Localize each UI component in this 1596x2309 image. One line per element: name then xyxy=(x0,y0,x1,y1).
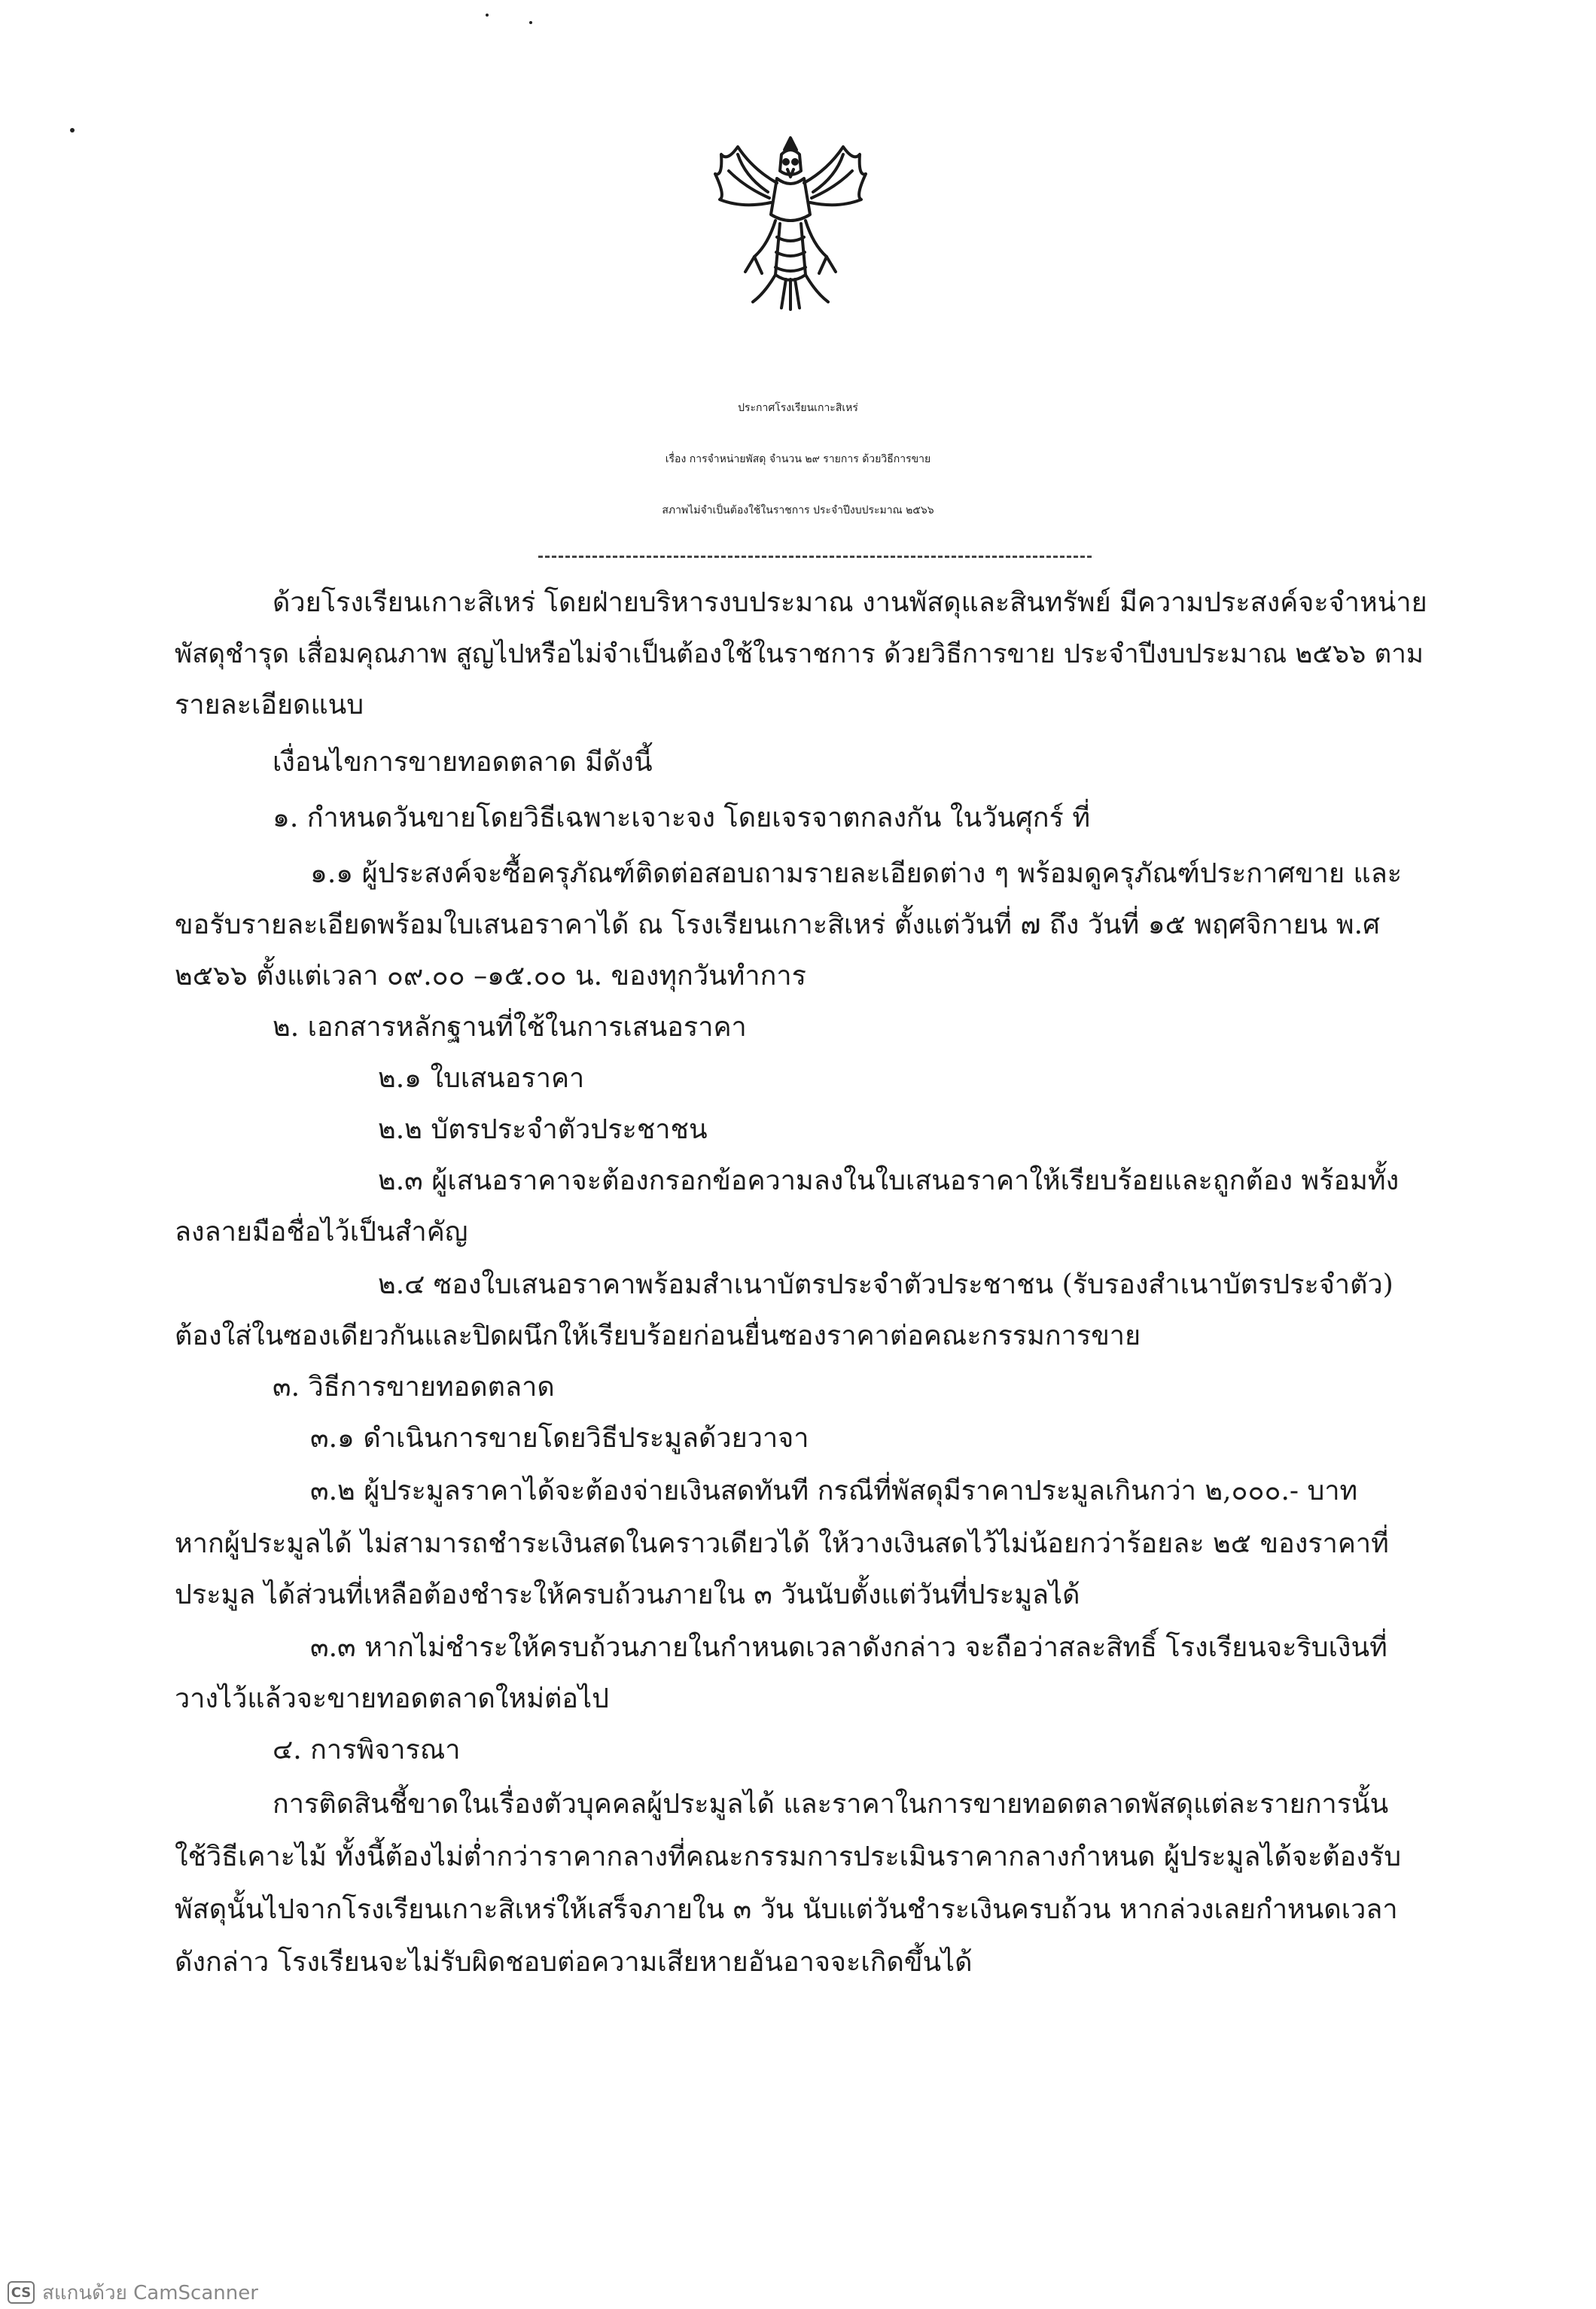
intro-line: พัสดุชำรุด เสื่อมคุณภาพ สูญไปหรือไม่จำเป็นต้องใช้ในราชการ ด้วยวิธีการขาย ประจำปีงบประมาณ ๒๕๖๖ ตาม xyxy=(175,639,1424,669)
section-2-4-line: ๒.๔ ซองใบเสนอราคาพร้อมสำเนาบัตรประจำตัวประชาชน (รับรองสำเนาบัตรประจำตัว) xyxy=(378,1269,1393,1300)
announcement-title: ประกาศโรงเรียนเกาะสิเหร่ xyxy=(738,402,858,414)
intro-line: รายละเอียดแนบ xyxy=(175,690,364,720)
conditions-heading: เงื่อนไขการขายทอดตลาด มีดังนี้ xyxy=(273,747,653,778)
scan-speck xyxy=(529,21,532,24)
subject-line-2: สภาพไม่จำเป็นต้องใช้ในราชการ ประจำปีงบประมาณ ๒๕๖๖ xyxy=(662,504,934,516)
section-3-2-line: ๓.๒ ผู้ประมูลราคาได้จะต้องจ่ายเงินสดทันที กรณีที่พัสดุมีราคาประมูลเกินกว่า ๒,๐๐๐.- บาท xyxy=(310,1476,1358,1506)
section-3-3-line: วางไว้แล้วจะขายทอดตลาดใหม่ต่อไป xyxy=(175,1683,609,1714)
intro-line: ด้วยโรงเรียนเกาะสิเหร่ โดยฝ่ายบริหารงบประมาณ งานพัสดุและสินทรัพย์ มีความประสงค์จะจำหน่าย xyxy=(273,587,1427,618)
section-2-heading: ๒. เอกสารหลักฐานที่ใช้ในการเสนอราคา xyxy=(273,1012,747,1043)
camscanner-text: สแกนด้วย CamScanner xyxy=(42,2281,258,2304)
section-1-1-line: ๑.๑ ผู้ประสงค์จะซื้อครุภัณฑ์ติดต่อสอบถามรายละเอียดต่าง ๆ พร้อมดูครุภัณฑ์ประกาศขาย และ xyxy=(310,858,1403,889)
camscanner-logo-icon: CS xyxy=(8,2281,35,2304)
scan-speck xyxy=(486,14,489,17)
section-3-heading: ๓. วิธีการขายทอดตลาด xyxy=(273,1372,555,1403)
section-2-3-line: ๒.๓ ผู้เสนอราคาจะต้องกรอกข้อความลงในใบเสนอราคาให้เรียบร้อยและถูกต้อง พร้อมทั้ง xyxy=(378,1165,1400,1196)
section-4-text-line: พัสดุนั้นไปจากโรงเรียนเกาะสิเหร่ให้เสร็จภายใน ๓ วัน นับแต่วันชำระเงินครบถ้วน หากล่วงเลยกำหนดเวลา xyxy=(175,1894,1398,1925)
section-4-heading: ๔. การพิจารณา xyxy=(273,1735,461,1765)
section-2-4-line: ต้องใส่ในซองเดียวกันและปิดผนึกให้เรียบร้อยก่อนยื่นซองราคาต่อคณะกรรมการขาย xyxy=(175,1321,1141,1351)
section-3-2-line: หากผู้ประมูลได้ ไม่สามารถชำระเงินสดในคราวเดียวได้ ให้วางเงินสดไว้ไม่น้อยกว่าร้อยละ ๒๕ ของราคาที่ xyxy=(175,1528,1389,1559)
section-4-text-line: การติดสินชี้ขาดในเรื่องตัวบุคคลผู้ประมูลได้ และราคาในการขายทอดตลาดพัสดุแต่ละรายการนั้น xyxy=(273,1789,1389,1820)
subject-line-1: เรื่อง การจำหน่ายพัสดุ จำนวน ๒๙ รายการ ด้วยวิธีการขาย xyxy=(665,453,931,465)
section-3-2-line: ประมูล ได้ส่วนที่เหลือต้องชำระให้ครบถ้วนภายใน ๓ วันนับตั้งแต่วันที่ประมูลได้ xyxy=(175,1579,1080,1610)
section-4-text-line: ใช้วิธีเคาะไม้ ทั้งนี้ต้องไม่ต่ำกว่าราคากลางที่คณะกรรมการประเมินราคากลางกำหนด ผู้ประมูลได้จะต้องรับ xyxy=(175,1841,1402,1872)
section-3-3-line: ๓.๓ หากไม่ชำระให้ครบถ้วนภายในกำหนดเวลาดังกล่าว จะถือว่าสละสิทธิ์ โรงเรียนจะริบเงินที่ xyxy=(310,1632,1387,1663)
section-1-1-line: ๒๕๖๖ ตั้งแต่เวลา ๐๙.๐๐ –๑๕.๐๐ น. ของทุกวันทำการ xyxy=(175,961,806,992)
section-2-1-line: ๒.๑ ใบเสนอราคา xyxy=(378,1063,585,1094)
camscanner-watermark xyxy=(8,2280,258,2305)
garuda-emblem-icon xyxy=(693,124,888,320)
section-2-3-line: ลงลายมือชื่อไว้เป็นสำคัญ xyxy=(175,1217,468,1247)
section-1-1-line: ขอรับรายละเอียดพร้อมใบเสนอราคาได้ ณ โรงเรียนเกาะสิเหร่ ตั้งแต่วันที่ ๗ ถึง วันที่ ๑๕ พฤศจิกายน พ.ศ xyxy=(175,909,1380,940)
header-divider xyxy=(538,556,1092,558)
section-3-1-line: ๓.๑ ดำเนินการขายโดยวิธีประมูลด้วยวาจา xyxy=(310,1423,809,1454)
scan-speck xyxy=(70,128,75,133)
section-2-2-line: ๒.๒ บัตรประจำตัวประชาชน xyxy=(378,1114,708,1145)
section-1-heading: ๑. กำหนดวันขายโดยวิธีเฉพาะเจาะจง โดยเจรจาตกลงกัน ในวันศุกร์ ที่ xyxy=(273,803,1091,833)
section-4-text-line: ดังกล่าว โรงเรียนจะไม่รับผิดชอบต่อความเสียหายอันอาจจะเกิดขึ้นได้ xyxy=(175,1947,973,1978)
